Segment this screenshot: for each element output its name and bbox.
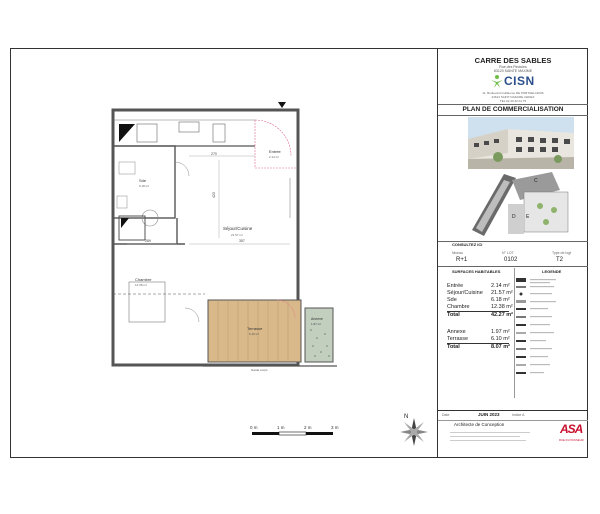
floor-plan bbox=[105, 98, 350, 373]
label-sejour: Séjour/Cuisine bbox=[223, 226, 253, 231]
scale-tick-2: 2 m bbox=[304, 425, 312, 430]
scale-bar bbox=[248, 422, 358, 442]
lot-info-header: CONSULTEZ ICI bbox=[452, 242, 483, 247]
annex-total-row: Total 8.07 m² bbox=[447, 344, 510, 350]
label-terrasse: Terrasse bbox=[247, 326, 263, 331]
developer-logo-text: CISN bbox=[504, 74, 535, 88]
building-rendering bbox=[468, 117, 574, 169]
cisn-logo-icon bbox=[490, 74, 504, 88]
date-value: JUIN 2023 bbox=[478, 412, 500, 417]
surfaces-header: SURFACES HABITABLES bbox=[452, 269, 501, 274]
area-sejour: 21.57 m² bbox=[231, 233, 243, 237]
date-label: Date bbox=[442, 413, 450, 417]
dim-423: 423 bbox=[212, 192, 216, 198]
surface-total-row: Total 42.27 m² bbox=[447, 312, 514, 318]
svg-text:D: D bbox=[512, 214, 516, 220]
lot-label-type: Type de logt bbox=[552, 251, 572, 255]
document-title: PLAN DE COMMERCIALISATION bbox=[462, 106, 564, 113]
label-chambre: Chambre bbox=[135, 277, 152, 282]
lot-value-niveau: R+1 bbox=[456, 257, 468, 263]
north-compass-icon bbox=[397, 410, 431, 450]
title-block bbox=[438, 48, 588, 458]
architect-info bbox=[450, 430, 550, 450]
svg-text:C: C bbox=[534, 178, 538, 184]
label-annexe: Annexe bbox=[311, 317, 323, 321]
legend-header: LEGENDE bbox=[542, 269, 562, 274]
legend-symbols bbox=[512, 276, 582, 396]
developer-address-2: 44613 SAINT NAZAIRE CEDEX bbox=[491, 95, 535, 99]
project-city: 83120 SAINTE MAXIME bbox=[493, 69, 533, 73]
surface-row: Séjour/Cuisine 21.57 m² bbox=[447, 290, 513, 296]
surface-row: Sde 6.18 m² bbox=[447, 297, 510, 303]
garde-corps-note: Garde corps bbox=[251, 368, 268, 372]
architect-label: Architecte de Conception bbox=[454, 422, 505, 427]
lot-label-numero: N° LOT bbox=[502, 251, 514, 255]
scale-tick-3: 3 m bbox=[331, 425, 339, 430]
svg-text:E: E bbox=[526, 214, 530, 220]
developer-address-1: 11, Boulevard Guillaume DE PORTHELLENIS bbox=[482, 91, 544, 95]
annex-row: Terrasse 6.10 m² bbox=[447, 336, 510, 342]
entry-arrow-icon bbox=[278, 102, 286, 108]
scale-tick-1: 1 m bbox=[277, 425, 285, 430]
lot-label-niveau: Niveau bbox=[452, 251, 463, 255]
area-chambre: 12.38 m² bbox=[135, 283, 147, 287]
dim-289: 289 bbox=[145, 239, 151, 243]
north-label: N bbox=[404, 414, 409, 420]
project-name: CARRE DES SABLES bbox=[474, 56, 552, 65]
developer-address-3: TEL 02 40 22 01 75 bbox=[499, 99, 527, 103]
page-ref: Indice A bbox=[512, 413, 525, 417]
area-entree: 2.14 m² bbox=[269, 155, 280, 159]
area-terrasse: 6.10 m² bbox=[249, 332, 260, 336]
label-sde: Sde bbox=[139, 178, 147, 183]
scale-tick-0: 0 m bbox=[250, 425, 258, 430]
project-address: Rue des Pindules bbox=[499, 65, 527, 69]
surface-row: Chambre 12.38 m² bbox=[447, 304, 513, 310]
lot-value-numero: 0102 bbox=[504, 257, 518, 263]
bed bbox=[129, 282, 165, 322]
terrace-area bbox=[208, 300, 301, 362]
architect-logo: ASA bbox=[560, 422, 583, 436]
surface-row: Entrée 2.14 m² bbox=[447, 283, 510, 289]
label-entree: Entrée bbox=[269, 149, 281, 154]
area-sde: 6.18 m² bbox=[139, 184, 150, 188]
annex-row: Annexe 1.97 m² bbox=[447, 329, 510, 335]
dim-270: 270 bbox=[211, 152, 217, 156]
gaine-hatch bbox=[119, 124, 135, 142]
site-plan bbox=[468, 170, 574, 240]
architect-logo-sub: RUE DU PASSEUR bbox=[559, 438, 584, 442]
area-annexe: 1.97 m² bbox=[311, 322, 322, 326]
dim-357: 357 bbox=[239, 239, 245, 243]
lot-value-type: T2 bbox=[556, 257, 564, 263]
